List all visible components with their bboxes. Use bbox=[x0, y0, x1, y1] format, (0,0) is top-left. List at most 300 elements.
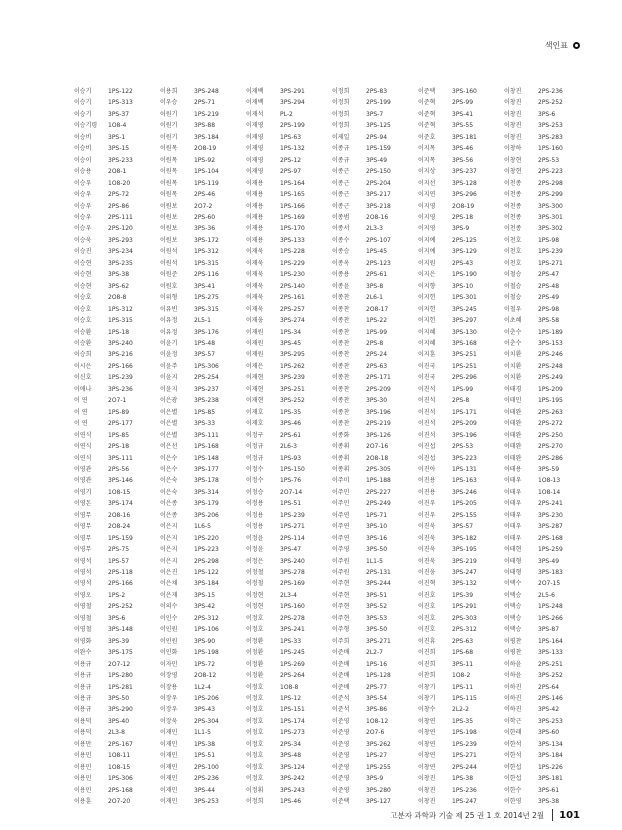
author-name: 이정윤 bbox=[246, 534, 264, 542]
author-name: 이주연 bbox=[332, 511, 350, 519]
author-name: 이평찬 bbox=[504, 649, 522, 657]
index-row bbox=[74, 155, 590, 166]
author-name: 이주원 bbox=[332, 569, 350, 577]
paper-code: 3PS-278 bbox=[280, 569, 305, 577]
paper-code: 3PS-48 bbox=[280, 752, 302, 760]
paper-code: 3PS-51 bbox=[366, 591, 388, 599]
paper-code: 2PS-236 bbox=[538, 88, 563, 95]
paper-code: 1PS-206 bbox=[194, 695, 219, 703]
paper-code: 3PS-8 bbox=[366, 282, 384, 290]
author-name: 이준석 bbox=[332, 695, 350, 703]
index-row bbox=[74, 613, 590, 624]
author-name: 이치환 bbox=[504, 351, 522, 359]
paper-code: 2PS-168 bbox=[538, 534, 563, 542]
paper-code: 3PS-219 bbox=[452, 557, 477, 565]
author-name: 이한섭 bbox=[504, 775, 522, 783]
journal-info: 고분자 과학과 기술 제 25 권 1 호 2014년 2월 bbox=[390, 810, 545, 820]
author-name: 이한수 bbox=[504, 786, 522, 794]
paper-code: 3PS-128 bbox=[452, 179, 477, 187]
paper-code: 3PS-301 bbox=[538, 213, 563, 221]
paper-code: 3PS-234 bbox=[108, 248, 133, 256]
paper-code: 3PS-195 bbox=[452, 546, 477, 554]
paper-code: 3PS-6 bbox=[108, 614, 126, 622]
paper-code: 3PS-297 bbox=[452, 317, 477, 325]
paper-code: 2PS-168 bbox=[108, 786, 133, 794]
author-name: 이재욱 bbox=[246, 248, 264, 256]
index-row bbox=[74, 281, 590, 292]
paper-code: 1PS-151 bbox=[280, 706, 305, 714]
author-name: 이철승 bbox=[504, 271, 522, 279]
paper-code: 2PS-43 bbox=[452, 259, 474, 267]
paper-code: 2PS-53 bbox=[538, 156, 560, 164]
author-name: 이은별 bbox=[160, 420, 178, 428]
paper-code: 3PS-253 bbox=[538, 717, 563, 725]
author-name: 이지헌 bbox=[418, 317, 436, 325]
author-name: 이진호 bbox=[418, 591, 436, 599]
paper-code: 1PS-169 bbox=[280, 213, 305, 221]
paper-code: 2PS-246 bbox=[538, 351, 563, 359]
author-name: 이윤지 bbox=[160, 385, 178, 393]
paper-code: 1PS-312 bbox=[194, 248, 219, 256]
author-name: 이진욱 bbox=[418, 534, 436, 542]
paper-code: 1PS-46 bbox=[280, 798, 302, 806]
paper-code: 1PS-89 bbox=[108, 408, 130, 416]
author-name: 이종찬 bbox=[332, 351, 350, 359]
paper-code: 3PS-196 bbox=[452, 431, 477, 439]
paper-code: 3PS-184 bbox=[194, 133, 219, 141]
author-name: 이천종 bbox=[504, 225, 522, 233]
author-name: 이창현 bbox=[504, 156, 522, 164]
paper-code: 3PS-245 bbox=[452, 305, 477, 313]
index-row bbox=[74, 166, 590, 177]
index-row bbox=[74, 384, 590, 395]
author-name: 이택승 bbox=[504, 614, 522, 622]
author-name: 이진용 bbox=[418, 477, 436, 485]
author-name: 이완수 bbox=[74, 649, 92, 657]
author-name: 이태우 bbox=[504, 477, 522, 485]
author-name: 이준배 bbox=[332, 672, 350, 680]
paper-code: 1PS-219 bbox=[194, 110, 219, 118]
author-name: 이영관 bbox=[74, 465, 92, 473]
author-name: 이정환 bbox=[246, 649, 264, 657]
author-name: 이한석 bbox=[504, 740, 522, 748]
paper-code: 2O8-24 bbox=[108, 523, 131, 531]
paper-code: 1PS-230 bbox=[280, 271, 305, 279]
author-name: 이진호 bbox=[418, 626, 436, 634]
author-name: 이유빈 bbox=[160, 305, 178, 313]
author-name: 이신호 bbox=[74, 374, 92, 382]
paper-code: 2PS-94 bbox=[366, 133, 388, 141]
author-name: 이춘수 bbox=[504, 339, 522, 347]
paper-code: 1PS-190 bbox=[452, 271, 477, 279]
paper-code: 3PS-176 bbox=[194, 328, 219, 336]
author-name: 이진용 bbox=[418, 488, 436, 496]
author-name: 이창연 bbox=[418, 717, 436, 725]
paper-code: 2O7-14 bbox=[280, 488, 303, 496]
author-name: 이영철 bbox=[74, 626, 92, 634]
author-name: 이정용 bbox=[246, 511, 264, 519]
author-name: 이준영 bbox=[332, 763, 350, 771]
author-name: 이택승 bbox=[504, 603, 522, 611]
author-name: 이재용 bbox=[246, 213, 264, 221]
paper-code: 2PS-125 bbox=[452, 236, 477, 244]
index-row bbox=[74, 109, 590, 120]
paper-code: 2O7-12 bbox=[108, 660, 131, 668]
author-name: 이종서 bbox=[332, 225, 350, 233]
author-name: 이준영 bbox=[332, 740, 350, 748]
author-name: 이태완 bbox=[504, 431, 522, 439]
paper-code: 1PS-195 bbox=[538, 397, 563, 405]
author-name: 이철승 bbox=[504, 282, 522, 290]
author-name: 이승호 bbox=[74, 294, 92, 302]
paper-code: 2PS-75 bbox=[108, 546, 130, 554]
author-name: 이정용 bbox=[246, 523, 264, 531]
paper-code: 3PS-153 bbox=[538, 339, 563, 347]
author-name: 이용덕 bbox=[74, 729, 92, 737]
index-row bbox=[74, 693, 590, 704]
paper-code: 3PS-251 bbox=[452, 351, 477, 359]
paper-code: 2PS-167 bbox=[108, 740, 133, 748]
paper-code: 1PS-229 bbox=[280, 259, 305, 267]
paper-code: 1PS-163 bbox=[452, 477, 477, 485]
paper-code: 2PS-64 bbox=[538, 683, 560, 691]
paper-code: 1PS-248 bbox=[538, 603, 563, 611]
page-number: 101 bbox=[559, 809, 580, 821]
index-row bbox=[74, 773, 590, 784]
author-name: 이준영 bbox=[332, 752, 350, 760]
index-row bbox=[74, 682, 590, 693]
paper-code: 2PS-98 bbox=[538, 305, 560, 313]
author-name: 이종범 bbox=[332, 213, 350, 221]
index-row bbox=[74, 475, 590, 486]
paper-code: 3PS-181 bbox=[538, 775, 563, 783]
author-name: 이초혜 bbox=[504, 317, 522, 325]
paper-code: 2O8-1 bbox=[108, 168, 127, 176]
paper-code: 1PS-131 bbox=[452, 465, 477, 473]
author-name: 이윤주 bbox=[160, 362, 178, 370]
paper-code: 2PS-199 bbox=[366, 99, 391, 107]
author-name: 이한영 bbox=[504, 798, 522, 806]
author-name: 이재영 bbox=[246, 133, 264, 141]
paper-code: 1PS-239 bbox=[538, 248, 563, 256]
paper-code: 2PS-146 bbox=[538, 695, 563, 703]
author-name: 이재민 bbox=[160, 786, 178, 794]
paper-code: 1PS-259 bbox=[538, 546, 563, 554]
author-name: 이정호 bbox=[246, 626, 264, 634]
author-name: 이주현 bbox=[332, 580, 350, 588]
paper-code: 1PS-266 bbox=[538, 614, 563, 622]
paper-code: 1PS-174 bbox=[280, 717, 305, 725]
paper-code: 2O8-17 bbox=[366, 305, 389, 313]
paper-code: 2PS-60 bbox=[194, 213, 216, 221]
index-row bbox=[74, 647, 590, 658]
author-name: 이종수 bbox=[332, 236, 350, 244]
paper-code: 3PS-291 bbox=[280, 88, 305, 95]
paper-code: 3PS-236 bbox=[108, 385, 133, 393]
author-name: 이하진 bbox=[504, 706, 522, 714]
author-name: 이종찬 bbox=[332, 397, 350, 405]
paper-code: 2O8-19 bbox=[452, 202, 475, 210]
author-name: 이재민 bbox=[160, 763, 178, 771]
author-name: 이정호 bbox=[246, 740, 264, 748]
author-name: 이준호 bbox=[418, 133, 436, 141]
author-name: 이진욱 bbox=[418, 546, 436, 554]
paper-code: 1PS-166 bbox=[280, 202, 305, 210]
paper-code: 2O7-6 bbox=[366, 729, 385, 737]
index-row bbox=[74, 590, 590, 601]
paper-code: 1PS-33 bbox=[280, 637, 302, 645]
paper-code: 2PS-47 bbox=[538, 271, 560, 279]
author-name: 이재용 bbox=[246, 225, 264, 233]
author-name: 이지목 bbox=[418, 156, 436, 164]
index-row bbox=[74, 487, 590, 498]
author-name: 이재호 bbox=[246, 420, 264, 428]
paper-code: 2PS-169 bbox=[280, 580, 305, 588]
paper-code: 1PS-239 bbox=[280, 511, 305, 519]
paper-code: 1PS-27 bbox=[366, 752, 388, 760]
author-name: 이정희 bbox=[332, 88, 350, 95]
paper-code: 3PS-242 bbox=[280, 775, 305, 783]
author-name: 이연식 bbox=[74, 454, 92, 462]
paper-code: 1PS-2 bbox=[108, 591, 126, 599]
author-name: 이준영 bbox=[332, 717, 350, 725]
paper-code: 2PS-71 bbox=[194, 99, 216, 107]
paper-code: 1PS-159 bbox=[366, 145, 391, 153]
author-name: 이영무 bbox=[74, 534, 92, 542]
paper-code: 3PS-33 bbox=[194, 420, 216, 428]
author-name: 이인원 bbox=[160, 637, 178, 645]
author-name: 이자민 bbox=[160, 660, 178, 668]
index-row bbox=[74, 453, 590, 464]
paper-code: 3PS-252 bbox=[280, 397, 305, 405]
author-name: 이용규 bbox=[74, 706, 92, 714]
index-row bbox=[74, 556, 590, 567]
index-row bbox=[74, 361, 590, 372]
author-name: 이원준 bbox=[160, 271, 178, 279]
paper-code: 2O7-2 bbox=[194, 202, 213, 210]
paper-code: 1O8-14 bbox=[538, 488, 561, 496]
author-name: 이원호 bbox=[160, 282, 178, 290]
paper-code: 3PS-184 bbox=[194, 580, 219, 588]
author-name: 이용희 bbox=[160, 88, 178, 95]
author-name: 이정호 bbox=[246, 775, 264, 783]
paper-code: 2PS-278 bbox=[280, 614, 305, 622]
paper-code: 1PS-315 bbox=[194, 259, 219, 267]
author-name: 이천종 bbox=[504, 191, 522, 199]
author-name: 이찬희 bbox=[418, 672, 436, 680]
author-name: 이종휘 bbox=[332, 465, 350, 473]
author-name: 이진섭 bbox=[418, 454, 436, 462]
author-name: 이정규 bbox=[246, 443, 264, 451]
author-name: 이은진 bbox=[160, 569, 178, 577]
author-name: 이정희 bbox=[246, 798, 264, 806]
author-name: 이승호 bbox=[74, 305, 92, 313]
paper-code: 3PS-247 bbox=[452, 569, 477, 577]
author-name: 이원기 bbox=[160, 122, 178, 130]
paper-code: 1PS-271 bbox=[538, 259, 563, 267]
paper-code: 1PS-22 bbox=[366, 317, 388, 325]
index-row bbox=[74, 97, 590, 108]
paper-code: 1PS-164 bbox=[538, 637, 563, 645]
paper-code: 2O8-8 bbox=[108, 294, 127, 302]
author-name: 이종화 bbox=[332, 431, 350, 439]
author-name: 이창진 bbox=[504, 122, 522, 130]
author-name: 이승희 bbox=[74, 351, 92, 359]
paper-code: 3PS-41 bbox=[452, 110, 474, 118]
author-name: 이창현 bbox=[504, 168, 522, 176]
paper-code: 1PS-51 bbox=[194, 752, 216, 760]
author-name: 이승기 bbox=[74, 99, 92, 107]
index-row bbox=[74, 223, 590, 234]
paper-code: 2L2-7 bbox=[366, 649, 383, 657]
paper-code: 1PS-226 bbox=[538, 763, 563, 771]
paper-code: 1PS-11 bbox=[452, 683, 474, 691]
author-name: 이진희 bbox=[418, 649, 436, 657]
paper-code: 2PS-18 bbox=[108, 443, 130, 451]
paper-code: 1PS-34 bbox=[280, 328, 302, 336]
author-name: 이태형 bbox=[504, 569, 522, 577]
index-row bbox=[74, 567, 590, 578]
paper-code: 2PS-286 bbox=[538, 454, 563, 462]
paper-code: 3PS-290 bbox=[108, 706, 133, 714]
paper-code: 1PS-301 bbox=[452, 294, 477, 302]
paper-code: 2PS-63 bbox=[366, 362, 388, 370]
author-name: 이창기 bbox=[418, 683, 436, 691]
paper-code: 2PS-140 bbox=[280, 282, 305, 290]
page-header bbox=[545, 40, 580, 51]
paper-code: 3PS-58 bbox=[538, 317, 560, 325]
author-name: 이재원 bbox=[246, 339, 264, 347]
index-row bbox=[74, 441, 590, 452]
paper-code: 3PS-252 bbox=[538, 672, 563, 680]
author-name: 이종찬 bbox=[332, 374, 350, 382]
author-name: 이연식 bbox=[74, 431, 92, 439]
author-name: 이승환 bbox=[74, 328, 92, 336]
author-name: 이주민 bbox=[332, 500, 350, 508]
paper-code: 2PS-56 bbox=[108, 465, 130, 473]
paper-code: 2PS-296 bbox=[452, 374, 477, 382]
author-name: 이지목 bbox=[418, 145, 436, 153]
author-name: 이연식 bbox=[74, 443, 92, 451]
index-row bbox=[74, 304, 590, 315]
author-name: 이정호 bbox=[246, 763, 264, 771]
paper-code: 1PS-245 bbox=[280, 649, 305, 657]
paper-code: 2PS-114 bbox=[280, 534, 305, 542]
index-body bbox=[74, 86, 590, 808]
index-row bbox=[74, 246, 590, 257]
author-name: 이진국 bbox=[418, 374, 436, 382]
author-name: 이승기령 bbox=[74, 122, 98, 130]
paper-code: 1PS-51 bbox=[280, 500, 302, 508]
paper-code: 1PS-198 bbox=[194, 649, 219, 657]
author-name: 이재민 bbox=[160, 729, 178, 737]
paper-code: 3PS-57 bbox=[452, 523, 474, 531]
index-row bbox=[74, 189, 590, 200]
author-name: 이진석 bbox=[418, 408, 436, 416]
author-name: 이철승 bbox=[504, 294, 522, 302]
author-name: 이주현 bbox=[332, 591, 350, 599]
paper-code: 3PS-240 bbox=[108, 339, 133, 347]
paper-code: 2O7-1 bbox=[108, 397, 127, 405]
author-name: 이용민 bbox=[74, 775, 92, 783]
author-name: 이택승 bbox=[504, 591, 522, 599]
paper-code: 3PS-55 bbox=[452, 122, 474, 130]
author-name: 이은광 bbox=[160, 397, 178, 405]
paper-code: 2PS-86 bbox=[108, 202, 130, 210]
author-name: 이용규 bbox=[74, 683, 92, 691]
paper-code: 1PS-38 bbox=[452, 775, 474, 783]
author-name: 이지선 bbox=[418, 179, 436, 187]
author-name: 이승진 bbox=[74, 248, 92, 256]
paper-code: 1PS-119 bbox=[194, 179, 219, 187]
circle-bullet-icon bbox=[573, 42, 580, 49]
paper-code: 1PS-122 bbox=[194, 569, 219, 577]
paper-code: 2PS-24 bbox=[366, 351, 388, 359]
author-name: 이진희 bbox=[418, 660, 436, 668]
paper-code: 1L1-5 bbox=[366, 557, 383, 565]
author-name: 이재웅 bbox=[246, 317, 264, 325]
paper-code: 1PS-255 bbox=[366, 763, 391, 771]
paper-code: 2PS-97 bbox=[280, 168, 302, 176]
author-name: 이진혁 bbox=[418, 580, 436, 588]
paper-code: 3PS-168 bbox=[452, 339, 477, 347]
paper-code: 3PS-233 bbox=[108, 156, 133, 164]
author-name: 이재용 bbox=[246, 202, 264, 210]
index-row bbox=[74, 510, 590, 521]
paper-code: 3PS-6 bbox=[538, 110, 556, 118]
author-name: 이영기 bbox=[74, 488, 92, 496]
author-name: 이용덕 bbox=[74, 717, 92, 725]
paper-code: 1PS-132 bbox=[280, 145, 305, 153]
author-name: 이재영 bbox=[246, 168, 264, 176]
author-name: 이천종 bbox=[504, 202, 522, 210]
paper-code: 2PS-264 bbox=[280, 672, 305, 680]
author-name: 이원보 bbox=[160, 213, 178, 221]
paper-code: 2PS-63 bbox=[452, 637, 474, 645]
paper-code: 3PS-9 bbox=[452, 225, 470, 233]
author-name: 이재용 bbox=[246, 191, 264, 199]
index-row bbox=[74, 315, 590, 326]
author-name: 이승우 bbox=[74, 179, 92, 187]
author-name: 이정현 bbox=[246, 591, 264, 599]
paper-code: 2PS-227 bbox=[366, 488, 391, 496]
paper-code: 1L6-5 bbox=[194, 523, 211, 531]
paper-code: 1PS-239 bbox=[108, 374, 133, 382]
paper-code: 3PS-296 bbox=[452, 191, 477, 199]
author-name: 이 연 bbox=[74, 408, 88, 416]
index-row bbox=[74, 716, 590, 727]
author-name: 이진석 bbox=[418, 420, 436, 428]
author-name: 이주형 bbox=[332, 626, 350, 634]
footer-divider bbox=[552, 809, 553, 821]
paper-code: 3PS-196 bbox=[366, 408, 391, 416]
paper-code: 2PS-100 bbox=[194, 763, 219, 771]
paper-code: 1PS-271 bbox=[280, 523, 305, 531]
index-row bbox=[74, 727, 590, 738]
paper-code: 2L5-6 bbox=[538, 591, 555, 599]
author-name: 이윤정 bbox=[160, 351, 178, 359]
paper-code: 1PS-45 bbox=[366, 248, 388, 256]
author-name: 이한섭 bbox=[504, 763, 522, 771]
paper-code: 3PS-314 bbox=[194, 488, 219, 496]
paper-code: 2PS-72 bbox=[108, 191, 130, 199]
author-name: 이창진 bbox=[418, 775, 436, 783]
paper-code: 3PS-57 bbox=[194, 351, 216, 359]
author-name: 이은종 bbox=[160, 511, 178, 519]
author-name: 이준영 bbox=[332, 775, 350, 783]
paper-code: 1PS-168 bbox=[194, 443, 219, 451]
author-name: 이은종 bbox=[160, 500, 178, 508]
